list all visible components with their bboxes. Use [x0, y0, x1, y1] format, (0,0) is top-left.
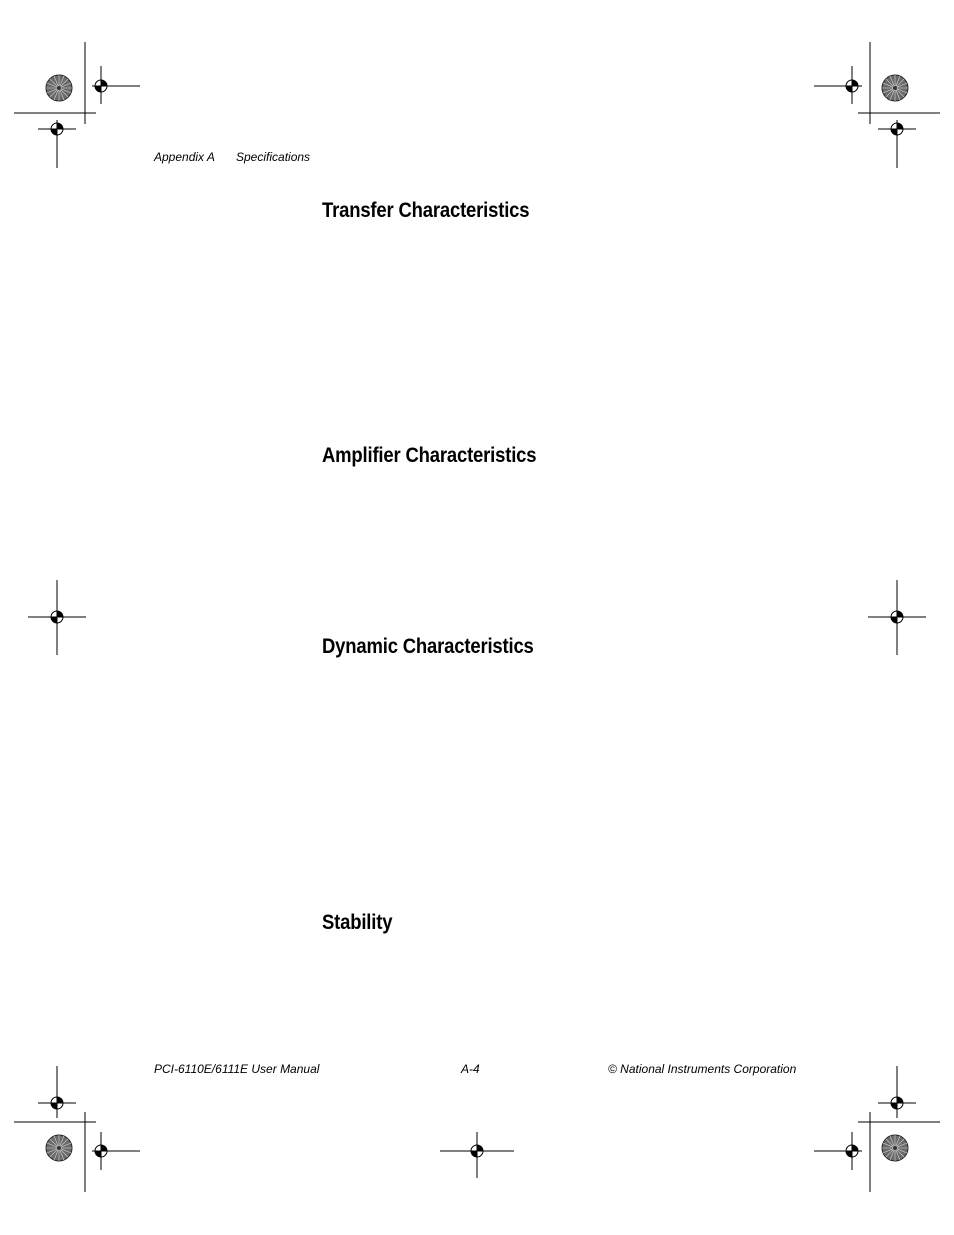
color-target-icon: [882, 75, 908, 101]
section-heading-dynamic: Dynamic Characteristics: [322, 635, 534, 658]
registration-mark-icon: [846, 1145, 858, 1157]
color-target-icon: [46, 1135, 72, 1161]
footer-manual-title: PCI-6110E/6111E User Manual: [154, 1062, 320, 1076]
running-head-section: Specifications: [236, 150, 311, 164]
footer-page-number: A-4: [461, 1062, 480, 1076]
registration-mark-icon: [891, 611, 903, 623]
registration-mark-icon: [51, 611, 63, 623]
registration-mark-icon: [891, 123, 903, 135]
registration-mark-icon: [51, 123, 63, 135]
section-heading-amplifier: Amplifier Characteristics: [322, 444, 537, 467]
registration-mark-icon: [51, 1097, 63, 1109]
registration-mark-icon: [471, 1145, 483, 1157]
registration-mark-icon: [95, 1145, 107, 1157]
registration-mark-icon: [846, 80, 858, 92]
footer-copyright: © National Instruments Corporation: [608, 1062, 797, 1076]
running-head-appendix: Appendix A: [154, 150, 215, 164]
section-heading-stability: Stability: [322, 911, 393, 934]
color-target-icon: [882, 1135, 908, 1161]
registration-mark-icon: [95, 80, 107, 92]
color-target-icon: [46, 75, 72, 101]
section-heading-transfer: Transfer Characteristics: [322, 199, 530, 222]
registration-mark-icon: [891, 1097, 903, 1109]
